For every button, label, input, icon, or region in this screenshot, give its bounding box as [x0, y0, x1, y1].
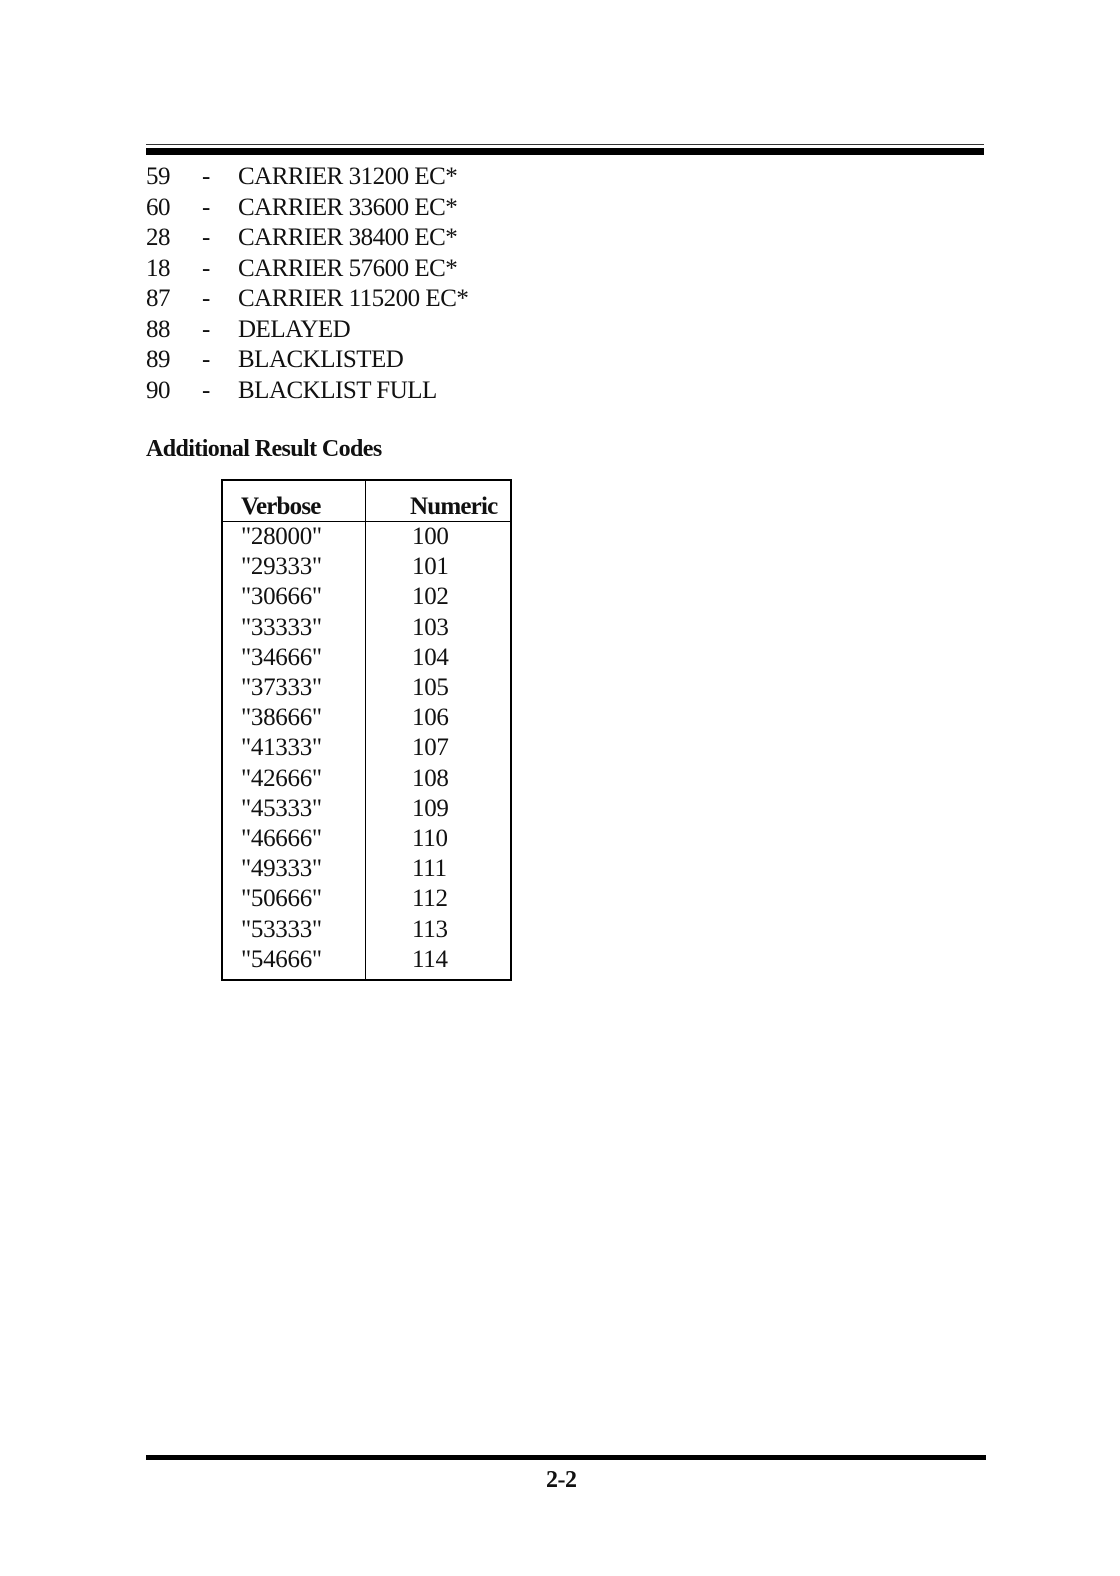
- result-code-text: CARRIER 57600 EC*: [238, 254, 458, 282]
- table-row: [222, 673, 511, 703]
- verbose-cell: "50666": [222, 884, 366, 914]
- list-item: [146, 193, 468, 224]
- column-header-numeric: Numeric: [366, 480, 512, 522]
- table-row: [222, 824, 511, 854]
- numeric-cell: 100: [412, 523, 449, 550]
- numeric-cell: 101: [412, 553, 449, 581]
- result-code-text: BLACKLIST FULL: [238, 376, 437, 404]
- verbose-cell: "41333": [222, 733, 366, 763]
- list-item: [146, 162, 468, 193]
- result-code-dash: -: [202, 376, 210, 404]
- result-code-text: BLACKLISTED: [238, 346, 404, 373]
- verbose-cell: "37333": [222, 673, 366, 703]
- result-code-list: [146, 162, 468, 406]
- numeric-cell: 114: [412, 945, 448, 973]
- result-code-text: DELAYED: [238, 315, 351, 343]
- table-header-row: [222, 480, 511, 522]
- numeric-cell: 110: [412, 825, 448, 853]
- table-row: [222, 884, 511, 914]
- table-row: [222, 552, 511, 582]
- table-row: [222, 643, 511, 673]
- table-row: [222, 703, 511, 733]
- numeric-cell: 105: [412, 674, 449, 702]
- result-code-dash: -: [202, 224, 210, 251]
- result-code-number: 87: [146, 285, 170, 312]
- result-code-number: 89: [146, 346, 170, 373]
- result-code-number: 59: [146, 163, 170, 190]
- list-item: [146, 315, 468, 346]
- numeric-cell: 109: [412, 794, 449, 822]
- verbose-cell: "49333": [222, 854, 366, 884]
- table-row: [222, 733, 511, 763]
- table-row: [222, 582, 511, 612]
- additional-result-codes-table: [221, 479, 512, 981]
- result-code-dash: -: [202, 315, 210, 343]
- column-header-verbose: Verbose: [222, 480, 366, 522]
- result-code-number: 18: [146, 254, 170, 282]
- header-rule-thin: [146, 144, 984, 145]
- verbose-cell: "33333": [222, 613, 366, 643]
- result-code-text: CARRIER 115200 EC*: [238, 285, 469, 312]
- verbose-cell: "34666": [222, 643, 366, 673]
- verbose-cell: "30666": [222, 582, 366, 612]
- verbose-cell: "54666": [222, 945, 366, 980]
- table-body: [222, 522, 511, 981]
- numeric-cell: 108: [412, 764, 449, 792]
- result-code-number: 90: [146, 376, 170, 404]
- numeric-cell: 111: [412, 855, 447, 883]
- result-code-dash: -: [202, 254, 210, 282]
- table-row: [222, 854, 511, 884]
- numeric-cell: 104: [412, 643, 449, 671]
- result-code-text: CARRIER 31200 EC*: [238, 163, 458, 190]
- table-row: [222, 613, 511, 643]
- result-code-text: CARRIER 38400 EC*: [238, 224, 458, 251]
- table-row: [222, 522, 511, 553]
- verbose-cell: "38666": [222, 703, 366, 733]
- list-item: [146, 284, 468, 315]
- numeric-cell: 106: [412, 704, 449, 732]
- result-code-number: 88: [146, 315, 170, 343]
- page-number: 2-2: [546, 1467, 577, 1493]
- list-item: [146, 254, 468, 285]
- result-code-number: 28: [146, 224, 170, 251]
- numeric-cell: 103: [412, 613, 449, 641]
- verbose-cell: "53333": [222, 915, 366, 945]
- verbose-cell: "42666": [222, 764, 366, 794]
- list-item: [146, 345, 468, 376]
- result-code-dash: -: [202, 163, 210, 190]
- result-code-dash: -: [202, 193, 210, 221]
- result-code-dash: -: [202, 346, 210, 373]
- result-code-number: 60: [146, 193, 170, 221]
- numeric-cell: 113: [412, 915, 448, 943]
- result-code-text: CARRIER 33600 EC*: [238, 193, 458, 221]
- verbose-cell: "29333": [222, 552, 366, 582]
- list-item: [146, 223, 468, 254]
- table-row: [222, 764, 511, 794]
- header-rule-thick: [146, 148, 984, 155]
- section-heading: Additional Result Codes: [146, 436, 382, 462]
- numeric-cell: 112: [412, 885, 448, 913]
- footer-rule: [146, 1455, 986, 1460]
- list-item: [146, 376, 468, 407]
- result-code-dash: -: [202, 285, 210, 312]
- table-row: [222, 915, 511, 945]
- verbose-cell: "45333": [222, 794, 366, 824]
- table-row: [222, 945, 511, 980]
- verbose-cell: "28000": [222, 522, 366, 553]
- numeric-cell: 102: [412, 583, 449, 611]
- table-row: [222, 794, 511, 824]
- verbose-cell: "46666": [222, 824, 366, 854]
- numeric-cell: 107: [412, 734, 449, 762]
